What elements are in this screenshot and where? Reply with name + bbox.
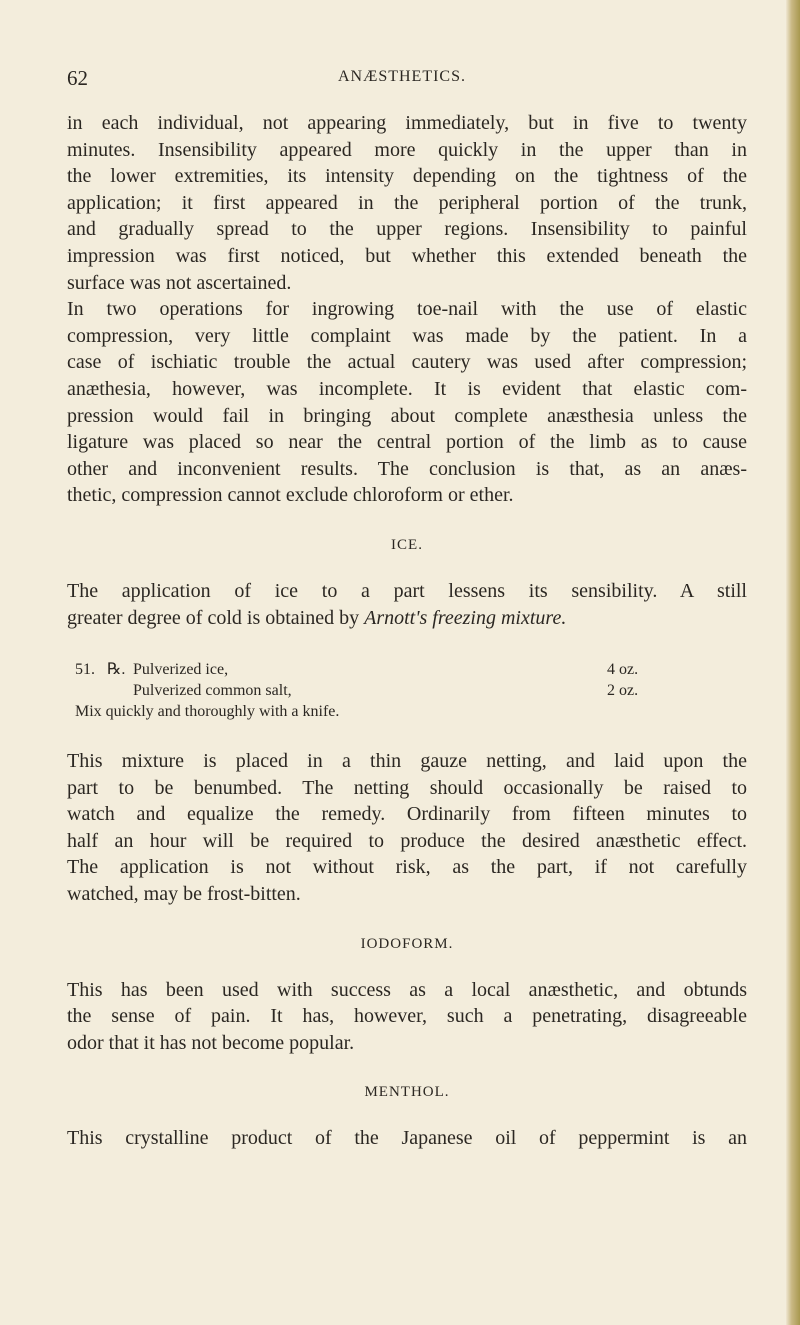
text-line: half an hour will be required to produce the desired anæsthetic effect. [67, 829, 747, 852]
text-line: In two operations for ingrowing toe-nail with the use of elastic [67, 298, 747, 321]
section-heading-iodoform: IODOFORM. [360, 935, 454, 952]
text-line: anæthesia, however, was incomplete. It is evident that elastic com- [67, 377, 747, 400]
recipe-ingredient: Pulverized ice, [133, 661, 229, 679]
text-line: This crystalline product of the Japanese oil of peppermint is an [67, 1127, 747, 1150]
page-header [67, 66, 737, 96]
text-line: thetic, compression cannot exclude chloroform or ether. [67, 484, 514, 507]
paragraph-continuation [67, 110, 747, 296]
recipe-instructions: Mix quickly and thoroughly with a knife. [75, 703, 340, 721]
prescription-symbol: ℞. [107, 661, 126, 679]
text-line: pression would fail in bringing about complete anæsthesia unless the [67, 404, 747, 427]
text-line: in each individual, not appearing immediately, but in five to twenty [67, 112, 747, 134]
text-line: part to be benumbed. The netting should occasionally be raised to [67, 776, 747, 799]
text-line [67, 605, 747, 632]
text-line: the sense of pain. It has, however, such a penetrating, disagreeable [67, 1005, 747, 1028]
running-head: ANÆSTHETICS. [337, 68, 466, 85]
page-edge [786, 0, 800, 1325]
paragraph-iodoform [67, 977, 747, 1057]
text-line: and gradually spread to the upper regions. Insensibility to painful [67, 218, 747, 241]
paragraph-ice-intro [67, 578, 747, 631]
text-line: The application of ice to a part lessens its sensibility. A still [67, 579, 747, 602]
recipe-number: 51. [75, 661, 95, 679]
text-line: This mixture is placed in a thin gauze netting, and laid upon the [67, 750, 747, 773]
text-line: compression, very little complaint was made by the patient. In a [67, 324, 747, 347]
page-number: 62 [67, 66, 88, 90]
text-line: odor that it has not become popular. [67, 1031, 355, 1054]
recipe-ingredient: Pulverized common salt, [133, 682, 292, 700]
text-line: watched, may be frost-bitten. [67, 883, 301, 906]
paragraph-ice-usage [67, 748, 747, 908]
text-line: case of ischiatic trouble the actual cautery was used after compression; [67, 351, 747, 374]
text-line: application; it first appeared in the peripheral portion of the trunk, [67, 191, 747, 214]
text-line: minutes. Insensibility appeared more quickly in the upper than in [67, 138, 747, 161]
paragraph-menthol [67, 1125, 747, 1152]
page-body [67, 110, 747, 1152]
text-line: The application is not without risk, as the part, if not carefully [67, 856, 747, 879]
text-line: ligature was placed so near the central portion of the limb as to cause [67, 431, 747, 454]
section-heading-menthol: MENTHOL. [364, 1084, 450, 1101]
recipe-quantity: 2 oz. [607, 682, 639, 700]
recipe-row [67, 659, 747, 680]
text-line: This has been used with success as a local anæsthetic, and obtunds [67, 978, 747, 1001]
text-line: surface was not ascertained. [67, 271, 292, 294]
recipe-row [67, 680, 747, 701]
paragraph-compression [67, 296, 747, 509]
text-fragment: greater degree of cold is obtained by [67, 606, 365, 629]
recipe-quantity: 4 oz. [607, 661, 639, 679]
recipe-block [67, 659, 747, 722]
text-line: the lower extremities, its intensity depending on the tightness of the [67, 165, 747, 188]
recipe-row [67, 701, 747, 722]
section-heading-ice: ICE. [391, 536, 423, 553]
text-line: other and inconvenient results. The conclusion is that, as an anæs- [67, 457, 747, 480]
italic-term: Arnott's freezing mixture. [364, 606, 567, 629]
text-line: watch and equalize the remedy. Ordinarily from fifteen minutes to [67, 803, 747, 826]
text-line: impression was first noticed, but whether this extended beneath the [67, 244, 747, 267]
